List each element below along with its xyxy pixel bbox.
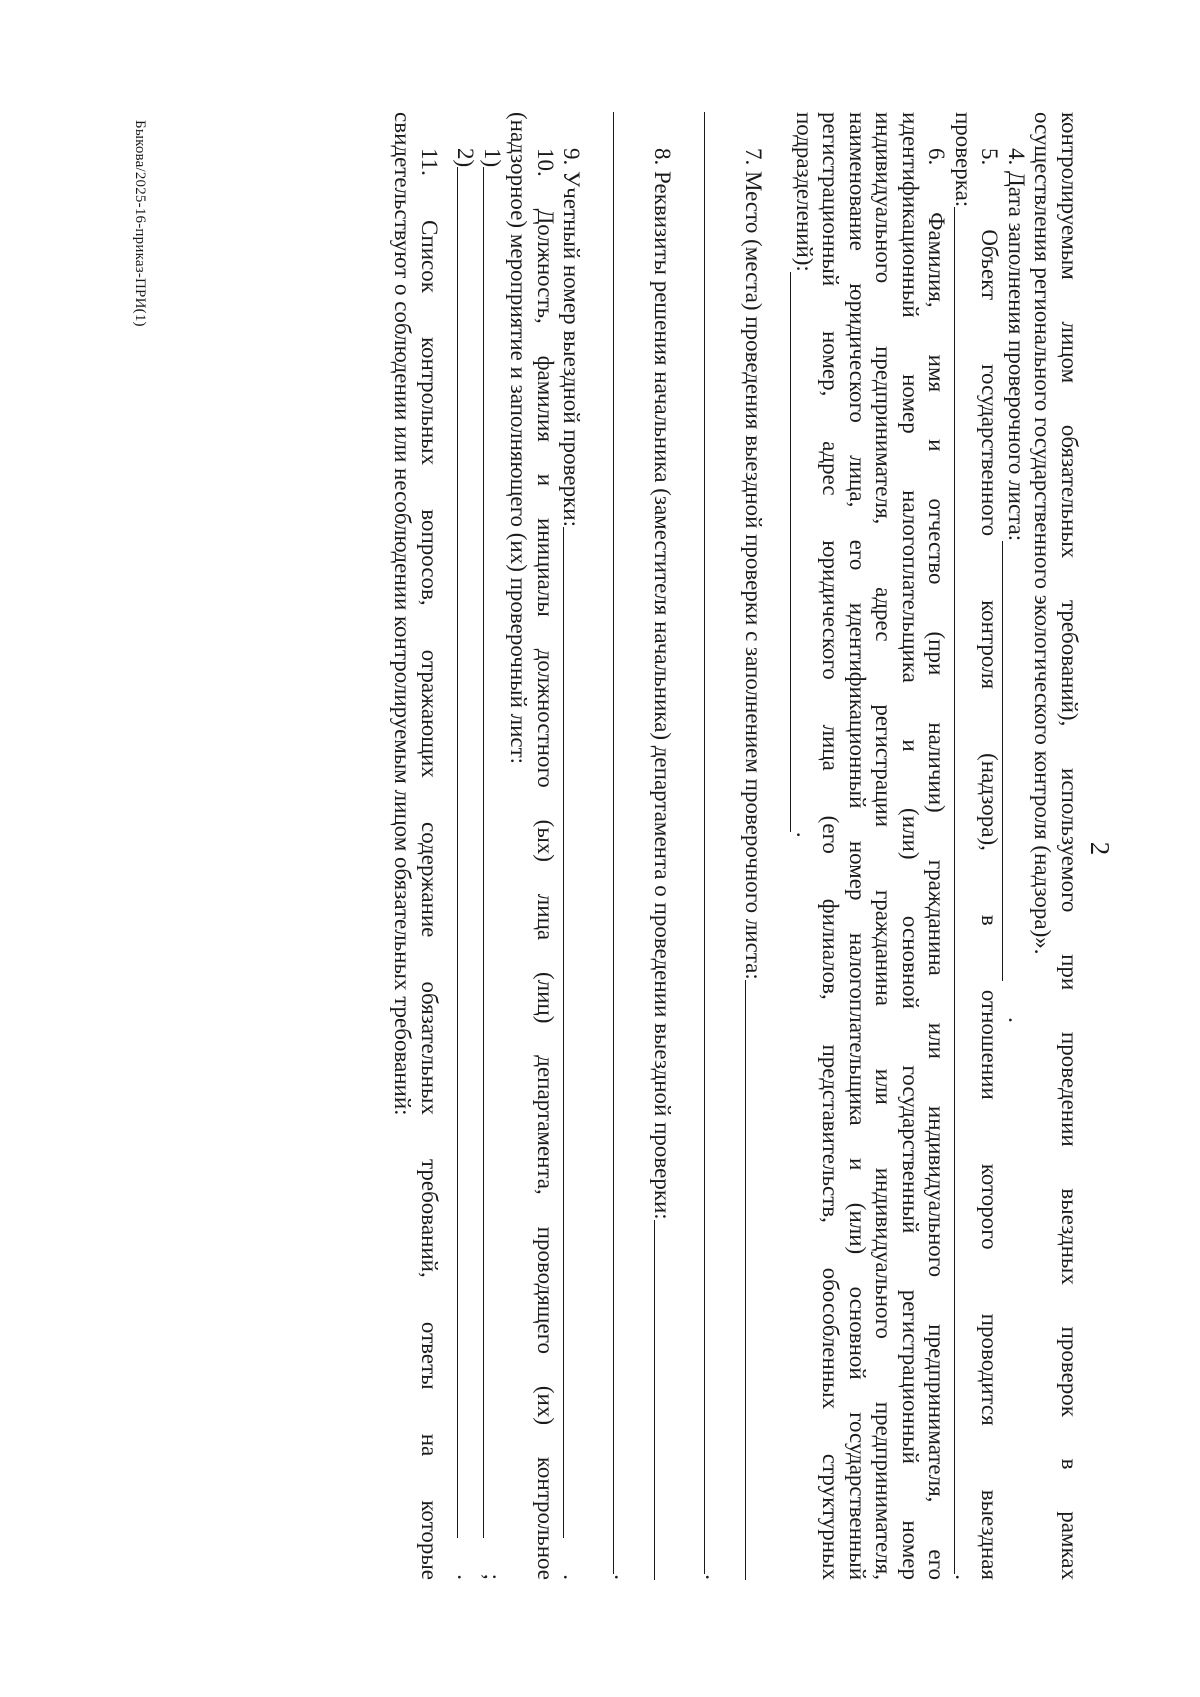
item-8-row-2 — [609, 112, 636, 1580]
item-10-official-2-field[interactable] — [457, 167, 458, 1538]
page-number: 2 — [1085, 841, 1115, 856]
item-6-row — [791, 112, 818, 1580]
item-5-line-1: 5. Объект государственного контроля (надзора), в отношении которого проводится выездная — [977, 148, 1003, 1580]
item-8-decision-field-2[interactable] — [614, 112, 615, 1574]
intro-line-1: контролируемым лицом обязательных требований), используемого при проведении выездных проверок в рамках — [1057, 112, 1082, 1580]
item-5-row — [950, 112, 977, 1580]
item-8-row — [649, 112, 676, 1580]
item-7-label: 7. Место (места) проведения выездной проверки с заполнением проверочного листа: — [741, 148, 767, 980]
item-6-subject-field[interactable] — [791, 272, 812, 832]
item-11-line-2: свидетельствуют о соблюдении или несоблюдении контролируемым лицом обязательных требований: — [390, 112, 416, 1116]
item-5-line-2: проверка: — [951, 112, 976, 208]
item-10-dot: . — [453, 1574, 479, 1580]
item-5-dot: . — [951, 1574, 976, 1580]
item-8-decision-field[interactable] — [654, 1220, 655, 1580]
item-11-line-1: 11. Список контрольных вопросов, отражающих содержание обязательных требований, ответы на которые — [417, 148, 442, 1580]
item-9-number-field[interactable] — [563, 527, 564, 1538]
item-8-label: 8. Реквизиты решения начальника (заместителя начальника) департамента о проведении выездной проверки: — [650, 148, 676, 1220]
item-6-line-3: индивидуального предпринимателя, адрес регистрации гражданина или индивидуального предпринимателя, — [871, 112, 897, 1580]
item-6-dot: . — [792, 831, 817, 838]
item-10-semicolon: ; — [480, 1573, 505, 1580]
item-6-line-1: 6. Фамилия, имя и отчество (при наличии) гражданина или индивидуального предпринимателя, его — [924, 148, 950, 1580]
item-4-dot: . — [1004, 1017, 1029, 1023]
item-10-sub-2: 2) — [453, 148, 479, 168]
item-9-dot: . — [559, 1574, 585, 1580]
item-4-row — [1003, 112, 1030, 1580]
item-4-label: 4. Дата заполнения проверочного листа: — [1004, 148, 1029, 542]
item-7-row-2 — [700, 112, 727, 1580]
item-6-line-6: подразделений): — [792, 112, 817, 272]
item-10-line-1: 10. Должность, фамилия и инициалы должностного (ых) лица (лиц) департамента, проводящего (их) контрольное — [533, 148, 558, 1580]
item-8-dot: . — [610, 1574, 635, 1580]
item-7-dot: . — [701, 1574, 726, 1580]
item-9-label: 9. Учетный номер выездной проверки: — [559, 148, 585, 527]
item-10-line-2: (надзорное) мероприятие и заполняющего (их) проверочный лист: — [506, 112, 532, 765]
document-body — [389, 112, 1082, 1580]
item-6-line-5: регистрационный номер, адрес юридического лица (его филиалов, представительств, обособленных структурных — [818, 112, 844, 1580]
item-10-sub-2-row — [452, 112, 479, 1580]
item-7-place-field[interactable] — [745, 980, 746, 1580]
item-9-row — [558, 112, 585, 1580]
item-5-object-field[interactable] — [955, 207, 956, 1574]
intro-line-2: осуществления регионального государственного экологического контроля (надзора)». — [1030, 112, 1056, 955]
item-4-date-field[interactable] — [1003, 541, 1024, 981]
item-6-line-2: идентификационный номер налогоплательщика и (или) основной государственный регистрационный номер — [898, 112, 923, 1580]
item-10-sub-1: 1) — [480, 148, 505, 168]
item-7-place-field-2[interactable] — [705, 112, 706, 1574]
item-10-official-1-field[interactable] — [484, 167, 485, 1537]
item-10-sub-1-row — [479, 112, 506, 1580]
footer-document-code: Быкова/2025-16-приказ-ПРИ(1) — [132, 120, 148, 327]
item-7-row — [740, 112, 767, 1580]
item-6-line-4: наименование юридического лица, его идентификационный номер налогоплательщика и (или) основной государственный — [845, 112, 870, 1580]
